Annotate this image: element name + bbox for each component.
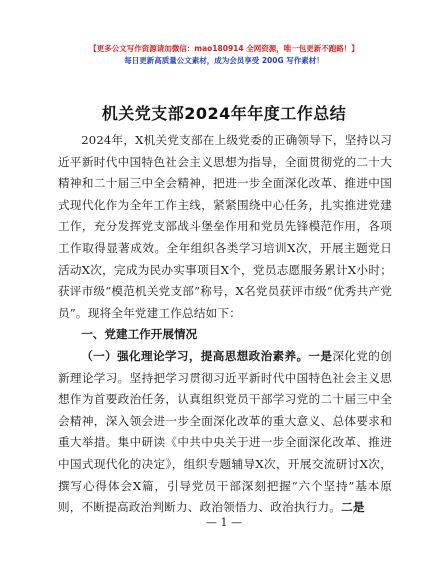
document-body	[58, 130, 392, 519]
section-heading: 一、党建工作开展情况	[81, 327, 198, 342]
promo-banner-line-2: 每日更新高质量公文素材，成为会员享受 200G 写作素材！	[124, 56, 324, 65]
page-number: — 1 —	[206, 516, 242, 529]
lead-marker-first: 一是	[308, 348, 333, 363]
subsection-heading: （一）强化理论学习，提高思想政治素养。	[81, 348, 309, 363]
subsection-text: 深化党的创新理论学习。坚持把学习贯彻习近平新时代中国特色社会主义思想作为首要政治任务，认真组织党员干部学习党的二十届三中全会精神，深入领会进一步全面深化改革的重大意义、总体要求和重大举措。集中研读《中共中央关于进一步全面深化改革、推进中国式现代化的决定》，组织专题辅导X次，开展交流研讨X次，撰写心得体会X篇，引导党员干部深刻把握“六个坚持”基本原则，不断提高政治判断力、政治领悟力、政治执行力。	[58, 348, 392, 515]
subsection-paragraph	[58, 346, 392, 519]
promo-banner-line-1: 【更多公文写作资源请加微信：mao180914 全网资源，唯一包更新不跑路！】	[89, 44, 359, 53]
document-title: 机关党支部2024年年度工作总结	[101, 104, 347, 123]
intro-paragraph: 2024年，X机关党支部在上级党委的正确领导下，坚持以习近平新时代中国特色社会主义思想为指导，全面贯彻党的二十大精神和二十届三中全会精神，把进一步全面深化改革、推进中国式现代化作为全年工作主线，紧紧围绕中心任务，扎实推进党建工作，充分发挥党支部战斗堡垒作用和党员先锋模范作用，各项工作取得显著成效。全年组织各类学习培训X次，开展主题党日活动X次，完成为民办实事项目X个，党员志愿服务累计X小时；获评市级“模范机关党支部”称号，X名党员获评市级“优秀共产党员”。现将全年党建工作总结如下：	[58, 133, 392, 320]
lead-marker-second: 二是	[341, 500, 365, 515]
